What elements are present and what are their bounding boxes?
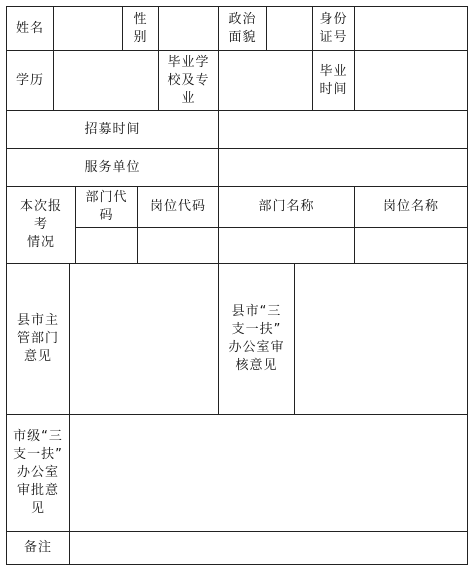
dept-name-field[interactable] — [218, 227, 354, 263]
education-field[interactable] — [53, 50, 158, 110]
name-field[interactable] — [53, 6, 122, 50]
post-name-field[interactable] — [354, 227, 468, 263]
gender-field[interactable] — [158, 6, 218, 50]
county-opinion-label: 县市主 管部门 意见 — [6, 263, 69, 414]
city-office-opinion-field[interactable] — [69, 414, 468, 531]
service-unit-field[interactable] — [218, 148, 468, 186]
dept-name-label: 部门名称 — [218, 186, 354, 227]
remarks-label: 备注 — [6, 531, 69, 565]
graduation-time-field[interactable] — [354, 50, 468, 110]
recruit-time-label: 招募时间 — [6, 110, 218, 148]
id-number-field[interactable] — [354, 6, 468, 50]
school-major-label: 毕业学 校及专 业 — [158, 50, 218, 110]
graduation-time-label: 毕业 时间 — [312, 50, 354, 110]
county-opinion-field[interactable] — [69, 263, 218, 414]
name-label: 姓名 — [6, 6, 53, 50]
political-status-label: 政治 面貌 — [218, 6, 266, 50]
post-name-label: 岗位名称 — [354, 186, 468, 227]
id-number-label: 身份 证号 — [312, 6, 354, 50]
city-office-opinion-label: 市级“三 支一扶” 办公室 审批意 见 — [6, 414, 69, 531]
remarks-field[interactable] — [69, 531, 468, 565]
dept-code-field[interactable] — [75, 227, 137, 263]
school-major-field[interactable] — [218, 50, 312, 110]
application-label: 本次报 考 情况 — [6, 186, 75, 263]
post-code-field[interactable] — [137, 227, 218, 263]
recruit-time-field[interactable] — [218, 110, 468, 148]
county-office-opinion-label: 县市“三 支一扶” 办公室审 核意见 — [218, 263, 294, 414]
service-unit-label: 服务单位 — [6, 148, 218, 186]
gender-label: 性 别 — [122, 6, 158, 50]
county-office-opinion-field[interactable] — [294, 263, 468, 414]
political-status-field[interactable] — [266, 6, 312, 50]
education-label: 学历 — [6, 50, 53, 110]
post-code-label: 岗位代码 — [137, 186, 218, 227]
dept-code-label: 部门代 码 — [75, 186, 137, 227]
